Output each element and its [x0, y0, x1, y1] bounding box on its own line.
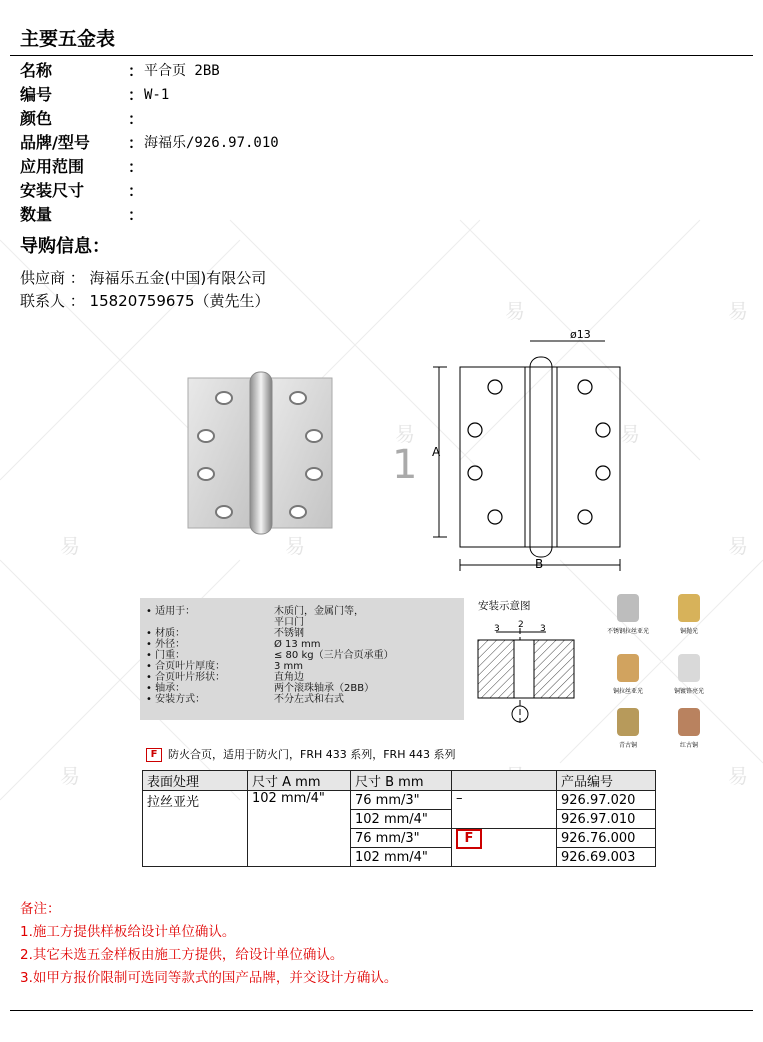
spec-box-value: 平口门	[274, 617, 304, 628]
column-header	[452, 771, 557, 791]
spec-box-value: 两个滚珠轴承（2BB）	[274, 683, 375, 694]
mark-cell	[452, 829, 557, 867]
column-header: 表面处理	[143, 771, 248, 791]
note-item: 3.如甲方报价限制可选同等款式的国产品牌，并交设计方确认。	[20, 970, 398, 986]
finish-swatch	[678, 654, 700, 682]
dimension-bottom: B	[535, 557, 544, 571]
mark-cell: –	[452, 791, 557, 829]
hinge-drawing	[425, 325, 645, 575]
table-header-row	[143, 771, 656, 791]
column-header: 尺寸 A mm	[248, 771, 351, 791]
finish-item	[600, 594, 656, 635]
fire-note	[146, 746, 455, 762]
size-b-cell: 102 mm/4"	[351, 810, 452, 829]
finish-item	[600, 708, 656, 749]
watermark: 易	[505, 299, 525, 323]
finish-swatch	[617, 708, 639, 736]
fire-rated-icon: F	[456, 829, 482, 849]
watermark: 易	[728, 764, 748, 788]
divider	[10, 1010, 753, 1011]
watermark: 易	[285, 534, 305, 558]
spec-box-key: • 安装方式：	[146, 694, 206, 705]
spec-key: 名称	[20, 61, 53, 80]
buy-heading: 导购信息：	[20, 236, 110, 257]
finish-swatch	[617, 654, 639, 682]
dimension-top: ø13	[570, 328, 591, 341]
watermark: 易	[728, 299, 748, 323]
dimension-side: A	[432, 445, 441, 459]
spec-key: 数量	[20, 205, 53, 224]
finish-swatch	[617, 594, 639, 622]
spec-colon: ：	[128, 182, 144, 200]
finish-label: 不锈钢拉丝亚光	[606, 628, 649, 635]
fire-rated-icon: F	[146, 748, 162, 762]
finish-label: 青古铜	[618, 742, 637, 749]
spec-colon: ：	[128, 134, 144, 152]
finish-label: 铜拉丝亚光	[612, 688, 643, 695]
column-header: 产品编号	[557, 771, 656, 791]
watermark: 易	[60, 764, 80, 788]
finish-item	[600, 654, 656, 695]
spec-box-key: • 适用于：	[146, 606, 196, 617]
watermark: 易	[60, 534, 80, 558]
finish-label: 铜镀铬亮光	[673, 688, 704, 695]
spec-box-value: 直角边	[274, 672, 304, 683]
install-dim: 3	[540, 624, 546, 634]
fire-note-text: 防火合页，适用于防火门，FRH 433 系列，FRH 443 系列	[168, 748, 456, 761]
spec-box-value: Ø 13 mm	[274, 639, 321, 650]
spec-value: W-1	[144, 87, 170, 103]
finish-swatch	[678, 708, 700, 736]
install-dim: 3	[494, 624, 500, 634]
spec-box-value: 木质门，金属门等，	[274, 606, 364, 617]
note-item: 2.其它未选五金样板由施工方提供，给设计单位确认。	[20, 947, 344, 963]
spec-colon: ：	[128, 62, 144, 80]
size-b-cell: 76 mm/3"	[351, 829, 452, 848]
spec-box-key: • 合页叶片形状：	[146, 672, 226, 683]
note-item: 1.施工方提供样板给设计单位确认。	[20, 924, 236, 940]
spec-colon: ：	[128, 158, 144, 176]
spec-key: 颜色	[20, 109, 53, 128]
spec-box-value: 不分左式和右式	[274, 694, 344, 705]
supplier-line: 供应商 ： 海福乐五金(中国)有限公司	[20, 269, 267, 287]
finish-item	[664, 708, 714, 749]
spec-box-value: 3 mm	[274, 661, 304, 672]
spec-box-key: • 合页叶片厚度：	[146, 661, 226, 672]
watermark: 易	[728, 534, 748, 558]
spec-box-key: • 轴承：	[146, 683, 186, 694]
watermark: 易	[620, 422, 640, 446]
size-b-cell: 76 mm/3"	[351, 791, 452, 810]
finish-item	[664, 594, 714, 635]
spec-box-value: ≤ 80 kg（三片合页承重）	[274, 650, 394, 661]
spec-box	[140, 598, 464, 720]
page-title: 主要五金表	[20, 28, 116, 50]
spec-key: 品牌/型号	[20, 133, 90, 152]
divider	[10, 55, 753, 56]
spec-colon: ：	[128, 206, 144, 224]
size-b-cell: 102 mm/4"	[351, 848, 452, 867]
finish-label: 红古铜	[679, 742, 698, 749]
spec-colon: ：	[128, 110, 144, 128]
spec-box-key: • 材质：	[146, 628, 186, 639]
finish-label: 铜抛光	[679, 628, 698, 635]
table-row	[143, 791, 656, 810]
finish-cell: 拉丝亚光	[143, 791, 248, 867]
product-table	[142, 770, 656, 867]
install-dim: 2	[518, 620, 524, 630]
finish-swatch	[678, 594, 700, 622]
hinge-photo	[186, 370, 336, 538]
spec-value: 平合页 2BB	[144, 63, 220, 79]
code-cell: 926.97.020	[557, 791, 656, 810]
code-cell: 926.97.010	[557, 810, 656, 829]
spec-key: 安装尺寸	[20, 181, 85, 200]
size-a-cell: 102 mm/4"	[248, 791, 351, 867]
column-header: 尺寸 B mm	[351, 771, 452, 791]
spec-value: 海福乐/926.97.010	[144, 135, 279, 151]
spec-key: 编号	[20, 85, 53, 104]
notes-heading: 备注：	[20, 901, 61, 917]
install-diagram	[476, 618, 576, 728]
spec-box-key: • 门重：	[146, 650, 186, 661]
spec-colon: ：	[128, 86, 144, 104]
spec-key: 应用范围	[20, 157, 85, 176]
watermark: 易	[395, 422, 415, 446]
photo-label: 1	[392, 442, 418, 488]
code-cell: 926.76.000	[557, 829, 656, 848]
spec-box-value: 不锈钢	[274, 628, 304, 639]
spec-box-key: • 外径：	[146, 639, 186, 650]
contact-line: 联系人 ： 15820759675（黄先生）	[20, 292, 270, 310]
finish-item	[664, 654, 714, 695]
install-title: 安装示意图	[478, 600, 531, 612]
code-cell: 926.69.003	[557, 848, 656, 867]
finish-swatches	[590, 590, 720, 750]
